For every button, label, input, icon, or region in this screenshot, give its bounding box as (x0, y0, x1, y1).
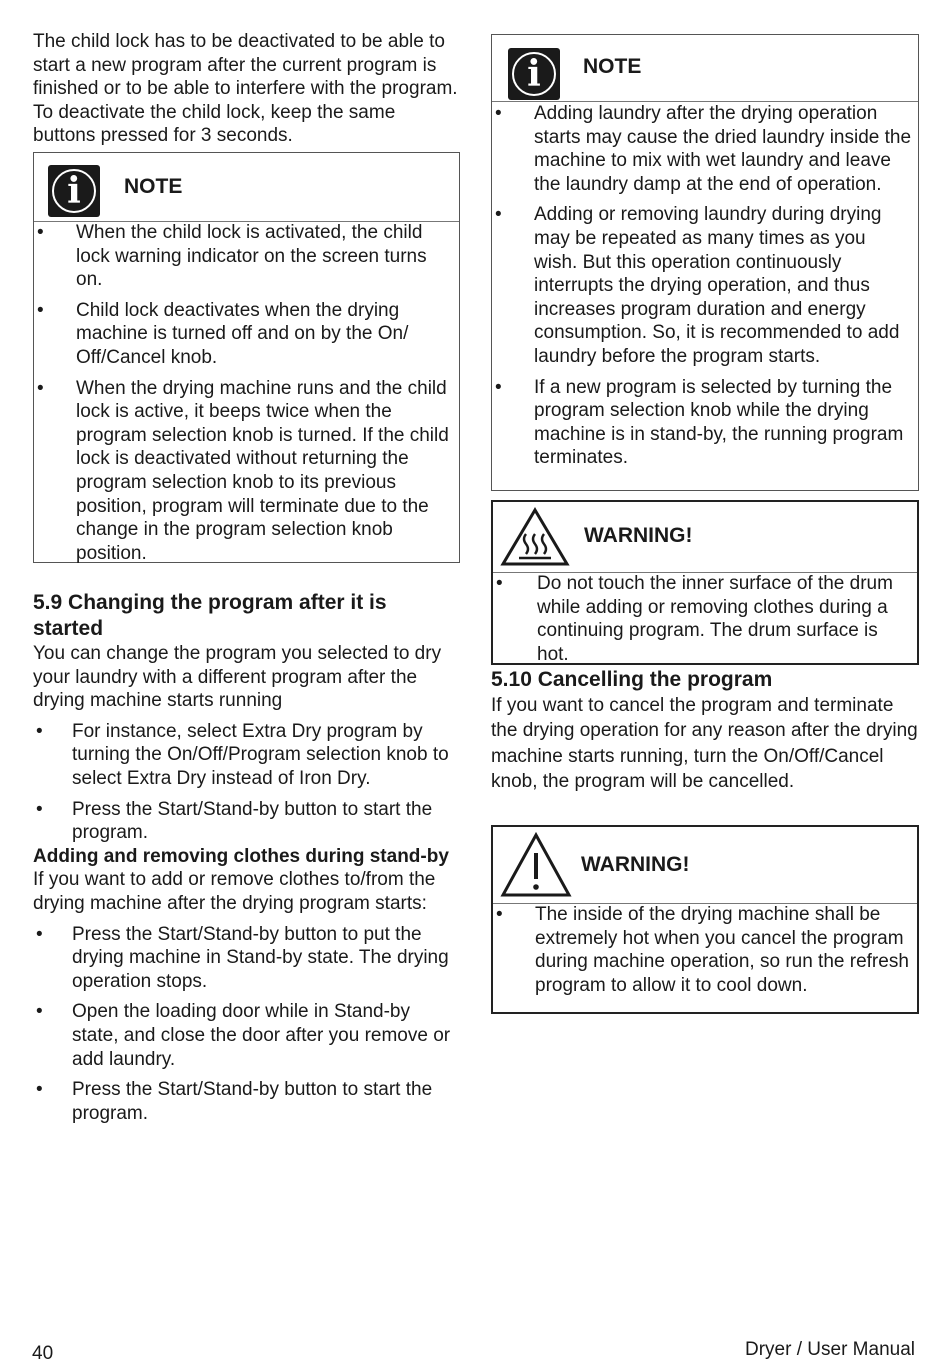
warning-box-cancel (491, 825, 919, 1014)
note-list (34, 221, 459, 565)
note-title: NOTE (124, 175, 183, 198)
list-item: • Press the Start/Stand-by button to start the program. (33, 798, 460, 845)
subsection-heading: Adding and removing clothes during stand-by (33, 845, 449, 867)
section-heading: 5.10 Cancelling the program (491, 668, 773, 691)
list-item: • For instance, select Extra Dry program by turning the On/Off/Program selection knob to select Extra Dry instead of Iron Dry. (33, 720, 460, 791)
warning-header (493, 502, 917, 573)
note-box-child-lock (33, 152, 460, 563)
note-title: NOTE (583, 55, 642, 78)
list-item: • Open the loading door while in Stand-by state, and close the door after you remove or add laundry. (33, 1000, 460, 1071)
warning-box-hot-drum (491, 500, 919, 665)
list-item: • The inside of the drying machine shall be extremely hot when you cancel the program during machine operation, so run the refresh program to allow it to cool down. (493, 903, 913, 997)
info-icon: i (508, 48, 560, 100)
list-item: • If a new program is selected by turning the program selection knob while the drying machine is in stand-by, the running program terminates. (492, 376, 914, 470)
note-box-adding-laundry (491, 34, 919, 491)
note-list (492, 102, 918, 470)
warning-list (493, 903, 917, 997)
page-number: 40 (32, 1343, 54, 1364)
warning-list (493, 572, 917, 666)
note-header (492, 35, 918, 102)
section-paragraph: You can change the program you selected to dry your laundry with a different program after the drying machine starts running (33, 643, 442, 712)
list-item: • Press the Start/Stand-by button to start the program. (33, 1078, 460, 1125)
list-item: • Child lock deactivates when the drying machine is turned off and on by the On/ Off/Cancel knob. (34, 299, 455, 370)
info-icon: i (48, 165, 100, 217)
list-item: • Adding or removing laundry during drying may be repeated as many times as you wish. But this operation continuously interrupts the drying operation, and thus increases program duration and energy consumption. So, it is recommended to add laundry before the program starts. (492, 203, 914, 368)
document-title: Dryer / User Manual (745, 1339, 915, 1360)
list-item: • Adding laundry after the drying operation starts may cause the dried laundry inside the machine to mix with wet laundry and leave the laundry damp at the end of operation. (492, 102, 914, 196)
list-item: • Do not touch the inner surface of the drum while adding or removing clothes during a continuing program. The drum surface is hot. (493, 572, 913, 666)
list-item: • When the child lock is activated, the child lock warning indicator on the screen turns on. (34, 221, 455, 292)
exclamation-triangle-icon (499, 831, 573, 899)
section-5-10 (491, 667, 919, 795)
section-paragraph: If you want to cancel the program and terminate the drying operation for any reason after the drying machine starts running, turn the On/Off/Cancel knob, the program will be cancelled. (491, 695, 918, 793)
intro-paragraph: The child lock has to be deactivated to be able to start a new program after the current program is finished or to be able to interfere with the program. To deactivate the child lock, keep the same buttons pressed for 3 seconds. (33, 31, 458, 147)
warning-title: WARNING! (584, 524, 693, 547)
section-heading: 5.9 Changing the program after it is started (33, 591, 387, 640)
list-item: • When the drying machine runs and the child lock is active, it beeps twice when the program selection knob is turned. If the child lock is deactivated without returning the program selection knob to its previous position, program will terminate due to the change in the program selection knob position. (34, 377, 455, 566)
hot-surface-icon (499, 506, 571, 568)
warning-title: WARNING! (581, 853, 690, 876)
subsection-list (33, 923, 460, 1126)
section-list (33, 720, 460, 845)
subsection-paragraph: If you want to add or remove clothes to/from the drying machine after the drying program starts: (33, 869, 436, 914)
section-5-9 (33, 590, 460, 1132)
warning-header (493, 827, 917, 904)
note-header (34, 153, 459, 222)
list-item: • Press the Start/Stand-by button to put the drying machine in Stand-by state. The drying operation stops. (33, 923, 460, 994)
